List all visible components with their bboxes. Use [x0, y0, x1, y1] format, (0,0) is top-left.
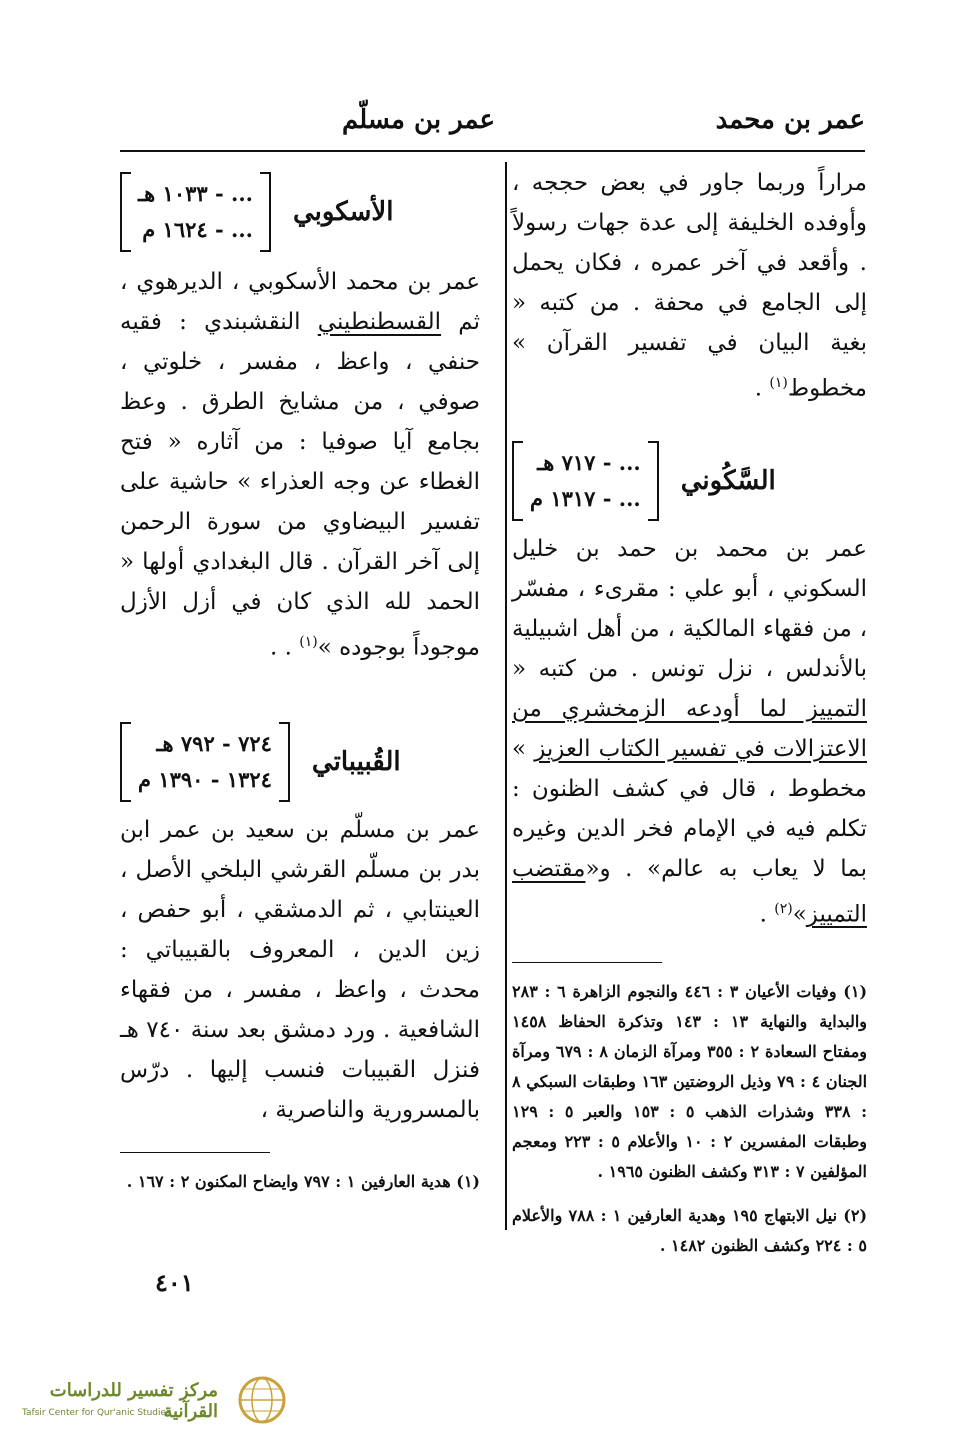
right-column	[512, 163, 867, 1261]
column-divider	[505, 162, 507, 1230]
footnote-ref: (١)	[769, 375, 788, 391]
date-gregorian: ... - ١٣١٧ م	[530, 485, 641, 511]
page-number: ٤٠١	[155, 1268, 194, 1297]
left-column	[120, 170, 480, 1197]
running-header-left: عمر بن مسلّم	[341, 105, 495, 135]
date-gregorian: ١٣٢٤ - ١٣٩٠ م	[138, 766, 272, 792]
footnote: (١) هدية العارفين ١ : ٧٩٧ وايضاح المكنون ٢ : ١٦٧ .	[126, 1171, 480, 1191]
running-header-right: عمر بن محمد	[715, 105, 865, 135]
book-title: مقتضب التمييز	[512, 855, 867, 928]
paragraph: عمر بن محمد الأسكوبي ، الديرهوي ، ثم القسطنطيني النقشبندي : فقيه حنفي ، واعظ ، مفسر ، خلوتي ، صوفي ، من مشايخ الطرق . وعظ بجامع آيا صوفيا : من آثاره « فتح الغطاء عن وجه العذراء » حاشية على تفسير البيضاوي من سورة الرحمن إلى آخر القرآن . قال البغدادي أولها « الحمد لله الذي كان في أزل الأزل موجوداً بوجوده »$^{(١)}$ . .	[120, 269, 480, 661]
date-gregorian: ... - ١٦٢٤ م	[142, 217, 253, 242]
footnote: (٢) نيل الابتهاج ١٩٥ وهدية العارفين ١ : ٧٨٨ والأعلام ٥ : ٢٢٤ وكشف الظنون ١٤٨٢ .	[512, 1206, 868, 1256]
date-hijri: ... - ٧١٧ هـ	[537, 449, 641, 475]
date-bracket	[120, 722, 290, 802]
footnote: (١) وفيات الأعيان ٣ : ٤٤٦ والنجوم الزاهرة ٦ : ٢٨٣ والبداية والنهاية ١٣ : ١٤٣ وتذكرة الحفاظ ١٤٥٨ ومفتاح السعادة ٢ : ٣٥٥ ومرآة الزمان ٨ : ٦٧٩ ومرآة الجنان ٤ : ٧٩ وذيل الروضتين ١٦٣ وطبقات السبكي ٨ : ٣٣٨ وشذرات الذهب ٥ : ١٥٣ والعبر ٥ : ١٢٩ وطبقات المفسرين ٢ : ١٠ والأعلام ٥ : ٢٢٣ ومعجم المؤلفين ٧ : ٣١٣ وكشف الظنون ١٩٦٥ .	[512, 982, 868, 1182]
logo-arabic-text: مركز تفسير للدراسات القرآنية	[49, 1380, 218, 1422]
footnote-ref: (١)	[299, 634, 318, 650]
paragraph: مراراً وربما جاور في بعض حججه ، وأوفده الخليفة إلى عدة جهات رسولاً . وأقعد في آخر عمره ، فكان يحمل إلى الجامع في محفة . من كتبه « بغية البيان في تفسير القرآن » مخطوط$^{(١)}$ .	[512, 170, 867, 402]
date-hijri: ... - ١٠٣٣ هـ	[138, 181, 253, 206]
publisher-logo	[18, 1374, 290, 1430]
logo-english-text: Tafsir Center for Qur'anic Studies	[22, 1408, 171, 1418]
entry-name: القُبيباتي	[311, 746, 401, 777]
book-title: التمييز لما أودعه الزمخشري من الاعتزالات في تفسير الكتاب العزيز	[512, 695, 867, 762]
paragraph: عمر بن مسلّم بن سعيد بن عمر ابن بدر بن مسلّم القرشي البلخي الأصل ، العينتابي ، ثم الدمشقي ، أبو حفص ، زين الدين ، المعروف بالقبيباتي : محدث ، واعظ ، مفسر ، من فقهاء الشافعية . ورد دمشق بعد سنة ٧٤٠ هـ فنزل القبيبات فنسب إليها . درّس بالمسرورية والناصرية ،	[120, 816, 480, 1123]
entry-name: الأسكوبي	[292, 197, 394, 227]
entry-heading	[512, 439, 867, 523]
entry-name: السَّكُوني	[680, 465, 776, 496]
footnote-ref: (٢)	[774, 900, 793, 917]
entry-heading	[120, 720, 480, 804]
date-bracket	[512, 441, 659, 521]
date-bracket	[120, 172, 271, 252]
paragraph: عمر بن محمد بن حمد بن خليل السكوني ، أبو علي : مقرىء ، مفسّر ، من فقهاء المالكية ، من أهل اشبيلية بالأندلس ، نزل تونس . من كتبه « التمييز لما أودعه الزمخشري من الاعتزالات في تفسير الكتاب العزيز » مخطوط ، قال في كشف الظنون : تكلم فيه في الإمام فخر الدين وغيره بما لا يعاب به عالم» . و«مقتضب التمييز»$^{(٢)}$ .	[512, 535, 867, 928]
date-hijri: ٧٢٤ - ٧٩٢ هـ	[156, 730, 272, 756]
entry-heading	[120, 170, 480, 254]
header-rule	[120, 150, 865, 152]
